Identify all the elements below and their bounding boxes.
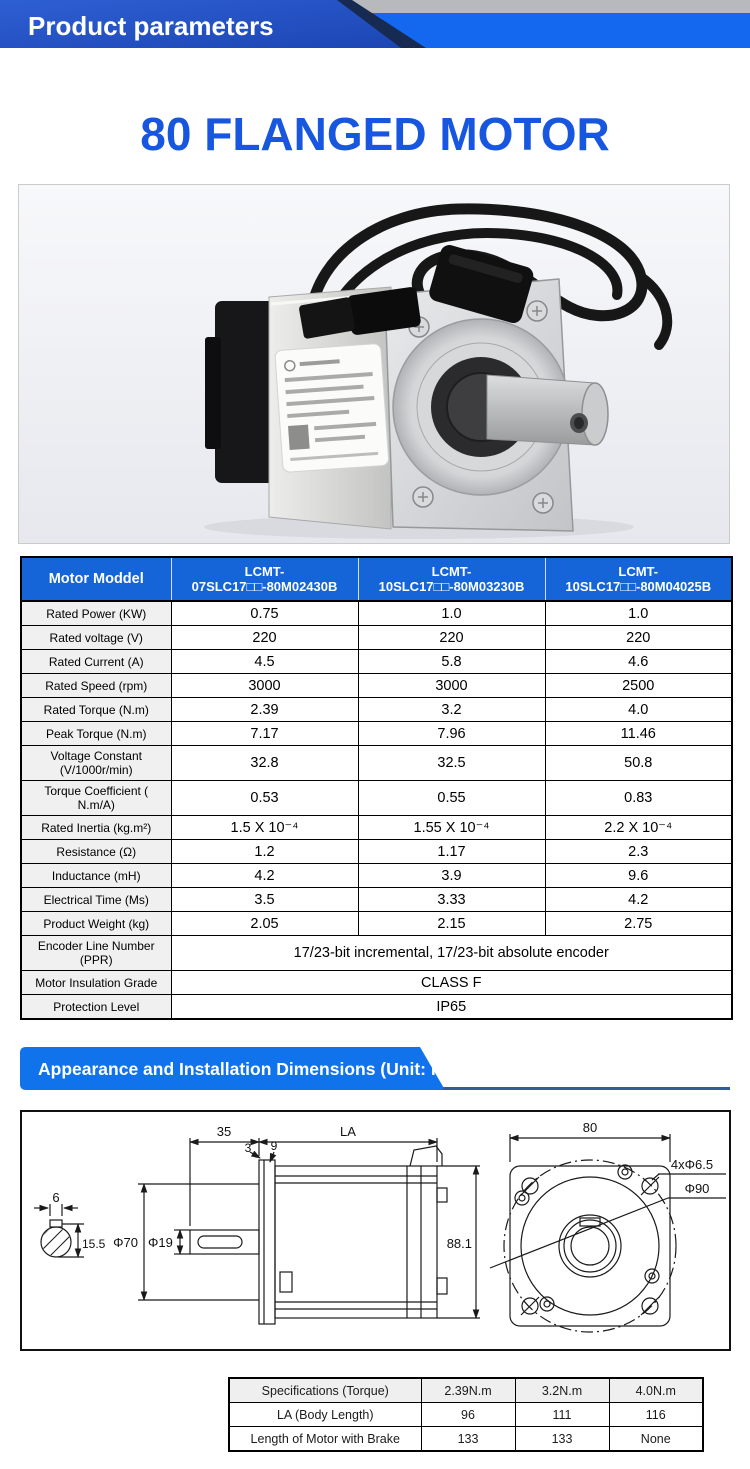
spec-value: 4.2 bbox=[545, 888, 732, 912]
spec-model-header: LCMT-07SLC17□□-80M02430B bbox=[171, 557, 358, 601]
spec-row bbox=[21, 888, 732, 912]
shaft-cross-section bbox=[28, 1214, 84, 1270]
spec-span-value: CLASS F bbox=[171, 971, 732, 995]
spec-row bbox=[21, 650, 732, 674]
motor-side-view bbox=[190, 1146, 447, 1324]
nameplate bbox=[275, 343, 389, 472]
spec-value: 0.83 bbox=[545, 781, 732, 816]
spec-row bbox=[21, 698, 732, 722]
length-value: 133 bbox=[421, 1427, 515, 1452]
spec-header-row bbox=[21, 557, 732, 601]
spec-value: 32.5 bbox=[358, 746, 545, 781]
length-header: Specifications (Torque) bbox=[229, 1378, 421, 1403]
spec-label: Electrical Time (Ms) bbox=[21, 888, 171, 912]
dimension-drawing bbox=[22, 1112, 729, 1349]
spec-value: 4.2 bbox=[171, 864, 358, 888]
spec-value: 3.5 bbox=[171, 888, 358, 912]
spec-value: 3.33 bbox=[358, 888, 545, 912]
dim-88-1-label: 88.1 bbox=[446, 1236, 472, 1251]
spec-label: Rated Inertia (kg.m²) bbox=[21, 816, 171, 840]
spec-value: 1.5 X 10⁻⁴ bbox=[171, 816, 358, 840]
length-header: 4.0N.m bbox=[609, 1378, 703, 1403]
spec-value: 2.05 bbox=[171, 912, 358, 936]
spec-value: 3.2 bbox=[358, 698, 545, 722]
length-value: 133 bbox=[515, 1427, 609, 1452]
spec-label: Product Weight (kg) bbox=[21, 912, 171, 936]
spec-row bbox=[21, 864, 732, 888]
spec-label: Torque Coefficient ( N.m/A) bbox=[21, 781, 171, 816]
dim-80 bbox=[510, 1134, 670, 1162]
spec-label: Rated Torque (N.m) bbox=[21, 698, 171, 722]
dim-phi19-label: Φ19 bbox=[148, 1235, 173, 1250]
dimension-drawing-panel bbox=[20, 1110, 731, 1351]
spec-span-row bbox=[21, 971, 732, 995]
page-title: 80 FLANGED MOTOR bbox=[140, 108, 610, 160]
spec-value: 32.8 bbox=[171, 746, 358, 781]
spec-label: Rated Current (A) bbox=[21, 650, 171, 674]
spec-value: 4.0 bbox=[545, 698, 732, 722]
spec-row bbox=[21, 746, 732, 781]
length-value: None bbox=[609, 1427, 703, 1452]
dim-phi90-label: Φ90 bbox=[684, 1181, 710, 1196]
length-header-row bbox=[229, 1378, 703, 1403]
spec-label: Resistance (Ω) bbox=[21, 840, 171, 864]
spec-value: 2.3 bbox=[545, 840, 732, 864]
leader-phi90 bbox=[490, 1198, 726, 1268]
spec-value: 0.55 bbox=[358, 781, 545, 816]
spec-value: 7.96 bbox=[358, 722, 545, 746]
spec-label: Inductance (mH) bbox=[21, 864, 171, 888]
length-header: 2.39N.m bbox=[421, 1378, 515, 1403]
dim-6-label: 6 bbox=[52, 1190, 60, 1205]
spec-value: 2500 bbox=[545, 674, 732, 698]
spec-label: Encoder Line Number (PPR) bbox=[21, 936, 171, 971]
spec-value: 0.53 bbox=[171, 781, 358, 816]
spec-span-row bbox=[21, 936, 732, 971]
spec-table bbox=[20, 556, 733, 1020]
spec-label: Motor Insulation Grade bbox=[21, 971, 171, 995]
spec-value: 4.6 bbox=[545, 650, 732, 674]
spec-row bbox=[21, 816, 732, 840]
length-row bbox=[229, 1427, 703, 1452]
spec-label: Rated Speed (rpm) bbox=[21, 674, 171, 698]
spec-row bbox=[21, 781, 732, 816]
spec-value: 2.75 bbox=[545, 912, 732, 936]
leader-4xphi65 bbox=[652, 1174, 726, 1180]
spec-value: 1.0 bbox=[545, 601, 732, 626]
spec-label: Rated voltage (V) bbox=[21, 626, 171, 650]
spec-row bbox=[21, 626, 732, 650]
dimensions-section-banner bbox=[0, 1047, 750, 1093]
flange-bolt-holes bbox=[521, 1177, 659, 1315]
spec-span-value: IP65 bbox=[171, 995, 732, 1020]
dim-la-label: LA bbox=[340, 1124, 356, 1139]
spec-value: 1.55 X 10⁻⁴ bbox=[358, 816, 545, 840]
spec-value: 3000 bbox=[358, 674, 545, 698]
dim-phi70-label: Φ70 bbox=[113, 1235, 138, 1250]
spec-value: 4.5 bbox=[171, 650, 358, 674]
dim-la bbox=[259, 1138, 437, 1162]
spec-value: 1.17 bbox=[358, 840, 545, 864]
length-value: 111 bbox=[515, 1403, 609, 1427]
spec-span-row bbox=[21, 995, 732, 1020]
spec-label: Voltage Constant (V/1000r/min) bbox=[21, 746, 171, 781]
spec-label: Protection Level bbox=[21, 995, 171, 1020]
spec-label: Peak Torque (N.m) bbox=[21, 722, 171, 746]
motor-front-view bbox=[504, 1160, 676, 1332]
length-value: 116 bbox=[609, 1403, 703, 1427]
spec-value: 3000 bbox=[171, 674, 358, 698]
length-table bbox=[228, 1377, 704, 1452]
spec-value: 50.8 bbox=[545, 746, 732, 781]
length-row bbox=[229, 1403, 703, 1427]
dim-80-label: 80 bbox=[582, 1120, 598, 1135]
product-photo-panel bbox=[18, 184, 730, 544]
dim-3-label: 3 bbox=[244, 1141, 252, 1155]
length-value: 96 bbox=[421, 1403, 515, 1427]
header-gray-strip bbox=[335, 0, 750, 13]
spec-value: 2.39 bbox=[171, 698, 358, 722]
spec-value: 220 bbox=[171, 626, 358, 650]
spec-span-value: 17/23-bit incremental, 17/23-bit absolute encoder bbox=[171, 936, 732, 971]
header-banner bbox=[0, 0, 750, 48]
section-banner-label: Appearance and Installation Dimensions (Unit: mm) bbox=[38, 1059, 468, 1079]
spec-model-header: LCMT-10SLC17□□-80M04025B bbox=[545, 557, 732, 601]
spec-value: 1.2 bbox=[171, 840, 358, 864]
spec-value: 2.2 X 10⁻⁴ bbox=[545, 816, 732, 840]
spec-row bbox=[21, 722, 732, 746]
dim-phi19 bbox=[174, 1230, 190, 1254]
spec-corner-header: Motor Moddel bbox=[21, 557, 171, 601]
length-label: Length of Motor with Brake bbox=[229, 1427, 421, 1452]
spec-value: 11.46 bbox=[545, 722, 732, 746]
output-shaft bbox=[487, 375, 608, 445]
rear-cover bbox=[205, 301, 275, 483]
spec-model-header: LCMT-10SLC17□□-80M03230B bbox=[358, 557, 545, 601]
spec-value: 0.75 bbox=[171, 601, 358, 626]
spec-value: 2.15 bbox=[358, 912, 545, 936]
header-banner-label: Product parameters bbox=[28, 11, 274, 41]
dim-15-5-label: 15.5 bbox=[82, 1237, 106, 1251]
spec-row bbox=[21, 912, 732, 936]
section-banner-underline bbox=[443, 1087, 730, 1090]
spec-label: Rated Power (KW) bbox=[21, 601, 171, 626]
spec-value: 3.9 bbox=[358, 864, 545, 888]
spec-value: 7.17 bbox=[171, 722, 358, 746]
spec-row bbox=[21, 674, 732, 698]
motor-illustration bbox=[19, 185, 729, 543]
dim-9-label: 9 bbox=[270, 1139, 278, 1153]
length-header: 3.2N.m bbox=[515, 1378, 609, 1403]
dim-6 bbox=[34, 1204, 78, 1216]
length-label: LA (Body Length) bbox=[229, 1403, 421, 1427]
dim-4xphi65-label: 4xΦ6.5 bbox=[670, 1157, 714, 1172]
dim-35-label: 35 bbox=[216, 1124, 232, 1139]
spec-value: 1.0 bbox=[358, 601, 545, 626]
spec-value: 9.6 bbox=[545, 864, 732, 888]
spec-value: 220 bbox=[545, 626, 732, 650]
spec-row bbox=[21, 840, 732, 864]
spec-row bbox=[21, 601, 732, 626]
spec-value: 220 bbox=[358, 626, 545, 650]
spec-value: 5.8 bbox=[358, 650, 545, 674]
